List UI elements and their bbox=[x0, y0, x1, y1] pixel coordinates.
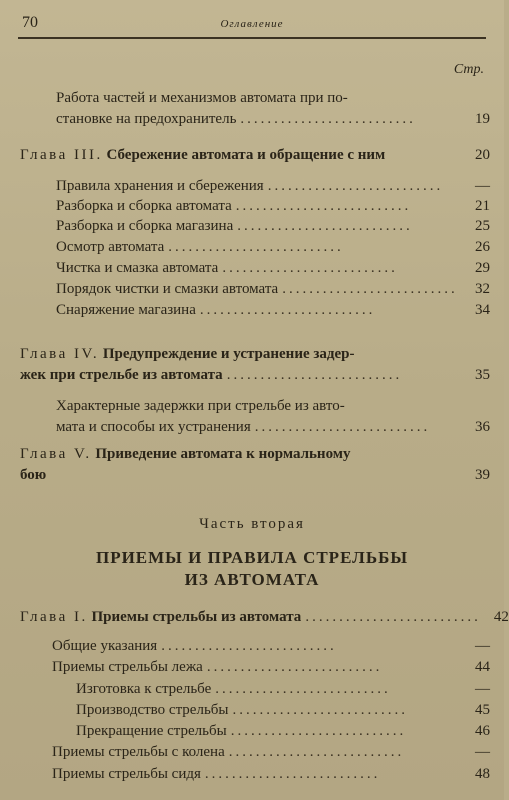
page-column-label: Стр. bbox=[453, 62, 484, 77]
toc-entry: Порядок чистки и смазки автомата .......................... 32 bbox=[56, 281, 490, 297]
toc-entry: Разборка и сборка автомата .......................... 21 bbox=[56, 198, 490, 214]
chapter-entry: Глава I. Приемы стрельбы из автомата .......................... 42 bbox=[20, 609, 509, 625]
part-label: Часть вторая bbox=[199, 516, 305, 532]
part-title-line-1: ПРИЕМЫ И ПРАВИЛА СТРЕЛЬБЫ bbox=[95, 548, 409, 567]
toc-entry: Характерные задержки при стрельбе из авто- мата и способы их устранения .......................... 36 bbox=[56, 398, 490, 435]
toc-entry: Снаряжение магазина .......................... 34 bbox=[56, 302, 490, 318]
toc-entry: Чистка и смазка автомата .......................... 29 bbox=[56, 260, 490, 276]
header-rule bbox=[18, 37, 486, 39]
toc-entry: Правила хранения и сбережения .......................... — bbox=[56, 178, 490, 194]
chapter-title: Сбережение автомата и обращение с ним bbox=[106, 147, 386, 163]
toc-entry: Приемы стрельбы сидя .......................... 48 bbox=[52, 766, 490, 782]
part-title-line-2: ИЗ АВТОМАТА bbox=[184, 570, 320, 589]
chapter-entry: Глава IV. Предупреждение и устранение задер- жек при стрельбе из автомата .......................... 35 bbox=[20, 346, 490, 383]
page-number: 70 bbox=[22, 14, 38, 31]
toc-entry: Осмотр автомата .......................... 26 bbox=[56, 239, 490, 255]
toc-entry: Производство стрельбы .......................... 45 bbox=[76, 702, 490, 718]
running-title: Оглавление bbox=[220, 18, 284, 30]
toc-entry: Приемы стрельбы с колена .......................... — bbox=[52, 744, 490, 760]
page-header bbox=[18, 12, 486, 36]
toc-entry: Разборка и сборка магазина .......................... 25 bbox=[56, 218, 490, 234]
leader-dots: .......................... bbox=[240, 111, 416, 127]
chapter-entry bbox=[20, 145, 490, 166]
toc-entry: Изготовка к стрельбе .......................... — bbox=[76, 681, 490, 697]
toc-entry: Прекращение стрельбы .......................... 46 bbox=[76, 723, 490, 739]
chapter-entry: Глава V. Приведение автомата к нормальному бою 39 bbox=[20, 446, 490, 483]
toc-page: 20 bbox=[475, 147, 490, 163]
toc-entry: Работа частей и механизмов автомата при по- становке на предохранитель .......................... 19 bbox=[56, 88, 490, 130]
toc-entry: Общие указания .......................... — bbox=[52, 638, 490, 654]
chapter-label: Глава III. bbox=[20, 147, 103, 163]
toc-entry: Приемы стрельбы лежа .......................... 44 bbox=[52, 659, 490, 675]
toc-page: 19 bbox=[475, 111, 490, 127]
